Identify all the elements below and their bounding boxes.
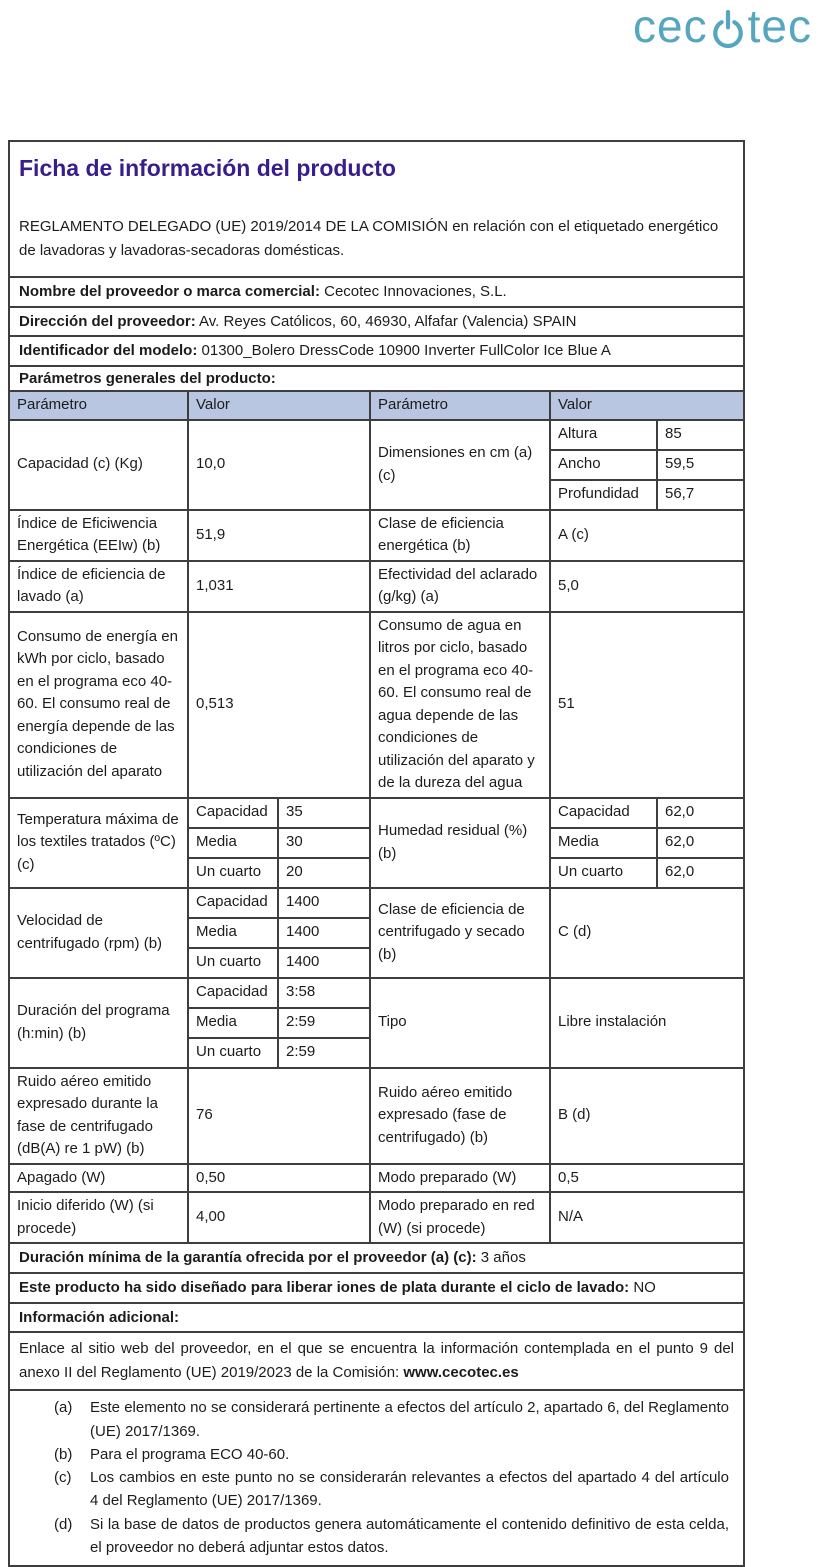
footnote-text: Este elemento no se considerará pertinente a efectos del artículo 2, apartado 6, del Reglamento (UE) 2017/1369. bbox=[90, 1399, 729, 1440]
table-row bbox=[10, 561, 743, 612]
footnotes-section bbox=[10, 1389, 743, 1565]
value-cell: N/A bbox=[550, 1192, 743, 1242]
sub-value-cell: 35 bbox=[278, 798, 370, 828]
footnote-item bbox=[10, 1466, 743, 1513]
param-cell: Capacidad (c) (Kg) bbox=[10, 420, 188, 510]
sub-label-cell: Media bbox=[188, 918, 278, 948]
warranty-row bbox=[10, 1242, 743, 1272]
sub-value-cell: 30 bbox=[278, 828, 370, 858]
value-cell: 0,513 bbox=[188, 612, 370, 798]
footnote-text: Si la base de datos de productos genera automáticamente el contenido definitivo de esta celda, el proveedor no deberá adjuntar estos datos. bbox=[90, 1515, 729, 1556]
silver-ions-row bbox=[10, 1272, 743, 1302]
supplier-address-label: Dirección del proveedor: bbox=[19, 312, 196, 330]
sub-value-cell: 20 bbox=[278, 858, 370, 888]
supplier-name-value: Cecotec Innovaciones, S.L. bbox=[319, 282, 507, 300]
footnote-key: (d) bbox=[54, 1515, 73, 1533]
sheet-title: Ficha de información del producto bbox=[19, 155, 396, 181]
value-cell: 5,0 bbox=[550, 561, 743, 612]
param-cell: Inicio diferido (W) (si procede) bbox=[10, 1192, 188, 1242]
parameters-table bbox=[10, 390, 743, 1242]
sub-value-cell: 1400 bbox=[278, 918, 370, 948]
table-row bbox=[10, 798, 743, 828]
sub-label-cell: Capacidad bbox=[188, 798, 278, 828]
sub-value-cell: 1400 bbox=[278, 948, 370, 978]
param-cell: Temperatura máxima de los textiles tratados (ºC) (c) bbox=[10, 798, 188, 888]
param-cell: Efectividad del aclarado (g/kg) (a) bbox=[370, 561, 550, 612]
footnote-key: (b) bbox=[54, 1445, 73, 1463]
table-row bbox=[10, 978, 743, 1008]
additional-info-label: Información adicional: bbox=[19, 1308, 180, 1326]
website-link[interactable]: www.cecotec.es bbox=[403, 1364, 519, 1382]
table-row bbox=[10, 420, 743, 450]
param-cell: Clase de eficiencia energética (b) bbox=[370, 510, 550, 561]
warranty-label: Duración mínima de la garantía ofrecida por el proveedor (a) (c): bbox=[19, 1249, 477, 1267]
column-header: Parámetro bbox=[370, 391, 550, 420]
footnote-key: (c) bbox=[54, 1469, 72, 1487]
value-cell: B (d) bbox=[550, 1068, 743, 1164]
brand-logo-text-end: tec bbox=[747, 0, 812, 52]
table-row bbox=[10, 1068, 743, 1164]
param-cell: Índice de Eficiwencia Energética (EEIw) (b) bbox=[10, 510, 188, 561]
model-id-row bbox=[10, 335, 743, 365]
regulation-text: REGLAMENTO DELEGADO (UE) 2019/2014 DE LA COMISIÓN en relación con el etiquetado energético de lavadoras y lavadoras-secadoras domésticas. bbox=[19, 218, 719, 259]
supplier-name-label: Nombre del proveedor o marca comercial: bbox=[19, 282, 320, 300]
sub-value-cell: 62,0 bbox=[657, 828, 743, 858]
column-header: Parámetro bbox=[10, 391, 188, 420]
general-parameters-heading: Parámetros generales del producto: bbox=[10, 365, 743, 390]
value-cell: 4,00 bbox=[188, 1192, 370, 1242]
param-cell: Apagado (W) bbox=[10, 1164, 188, 1193]
param-cell: Humedad residual (%) (b) bbox=[370, 798, 550, 888]
sub-label-cell: Un cuarto bbox=[188, 948, 278, 978]
additional-info-row bbox=[10, 1302, 743, 1332]
value-cell: 1,031 bbox=[188, 561, 370, 612]
param-cell: Duración del programa (h:min) (b) bbox=[10, 978, 188, 1068]
sub-value-cell: 85 bbox=[657, 420, 743, 450]
silver-ions-value: NO bbox=[629, 1278, 656, 1296]
sub-label-cell: Un cuarto bbox=[550, 858, 657, 888]
warranty-value: 3 años bbox=[476, 1249, 526, 1267]
sub-value-cell: 2:59 bbox=[278, 1038, 370, 1068]
sub-label-cell: Un cuarto bbox=[188, 858, 278, 888]
sub-label-cell: Capacidad bbox=[550, 798, 657, 828]
table-header-row bbox=[10, 391, 743, 420]
footnote-key: (a) bbox=[54, 1399, 73, 1417]
param-cell: Consumo de energía en kWh por ciclo, basado en el programa eco 40-60. El consumo real de energía depende de las condiciones de utilización del aparato bbox=[10, 612, 188, 798]
value-cell: 76 bbox=[188, 1068, 370, 1164]
sub-label-cell: Profundidad bbox=[550, 480, 657, 510]
supplier-address-row bbox=[10, 306, 743, 336]
value-cell: Libre instalación bbox=[550, 978, 743, 1068]
param-cell: Ruido aéreo emitido expresado (fase de centrifugado) (b) bbox=[370, 1068, 550, 1164]
sub-label-cell: Capacidad bbox=[188, 978, 278, 1008]
value-cell: 0,50 bbox=[188, 1164, 370, 1193]
footnote-item bbox=[10, 1396, 743, 1443]
model-id-value: 01300_Bolero DressCode 10900 Inverter FullColor Ice Blue A bbox=[197, 342, 611, 360]
table-row bbox=[10, 888, 743, 918]
model-id-label: Identificador del modelo: bbox=[19, 342, 198, 360]
brand-logo bbox=[633, 0, 812, 52]
param-cell: Clase de eficiencia de centrifugado y secado (b) bbox=[370, 888, 550, 978]
param-cell: Consumo de agua en litros por ciclo, basado en el programa eco 40-60. El consumo real de agua depende de las condiciones de utilización del aparato y de la dureza del agua bbox=[370, 612, 550, 798]
sub-value-cell: 62,0 bbox=[657, 798, 743, 828]
supplier-address-value: Av. Reyes Católicos, 60, 46930, Alfafar (Valencia) SPAIN bbox=[195, 312, 577, 330]
sub-label-cell: Media bbox=[188, 828, 278, 858]
footnote-text: Para el programa ECO 40-60. bbox=[90, 1445, 290, 1463]
value-cell: 51,9 bbox=[188, 510, 370, 561]
sub-value-cell: 2:59 bbox=[278, 1008, 370, 1038]
sub-value-cell: 59,5 bbox=[657, 450, 743, 480]
table-row bbox=[10, 510, 743, 561]
sub-label-cell: Media bbox=[188, 1008, 278, 1038]
param-cell: Índice de eficiencia de lavado (a) bbox=[10, 561, 188, 612]
value-cell: 51 bbox=[550, 612, 743, 798]
footnote-item bbox=[10, 1443, 743, 1466]
param-cell: Modo preparado (W) bbox=[370, 1164, 550, 1193]
supplier-name-row bbox=[10, 276, 743, 306]
sub-value-cell: 62,0 bbox=[657, 858, 743, 888]
title-section bbox=[10, 142, 743, 276]
website-link-text: Enlace al sitio web del proveedor, en el que se encuentra la información contemplada en el punto 9 del anexo II del Reglamento (UE) 2019/2023 de la Comisión: bbox=[19, 1340, 734, 1382]
column-header: Valor bbox=[188, 391, 370, 420]
sub-label-cell: Altura bbox=[550, 420, 657, 450]
value-cell: 10,0 bbox=[188, 420, 370, 510]
table-row bbox=[10, 1164, 743, 1193]
footnote-item bbox=[10, 1513, 743, 1560]
param-cell: Velocidad de centrifugado (rpm) (b) bbox=[10, 888, 188, 978]
sub-value-cell: 3:58 bbox=[278, 978, 370, 1008]
param-cell: Dimensiones en cm (a) (c) bbox=[370, 420, 550, 510]
sub-value-cell: 56,7 bbox=[657, 480, 743, 510]
supplier-website-row bbox=[10, 1331, 743, 1389]
sub-label-cell: Media bbox=[550, 828, 657, 858]
param-cell: Modo preparado en red (W) (si procede) bbox=[370, 1192, 550, 1242]
power-icon bbox=[711, 9, 745, 49]
silver-ions-label: Este producto ha sido diseñado para liberar iones de plata durante el ciclo de lavado: bbox=[19, 1278, 630, 1296]
value-cell: A (c) bbox=[550, 510, 743, 561]
value-cell: C (d) bbox=[550, 888, 743, 978]
sub-label-cell: Capacidad bbox=[188, 888, 278, 918]
sub-label-cell: Un cuarto bbox=[188, 1038, 278, 1068]
sub-label-cell: Ancho bbox=[550, 450, 657, 480]
table-row bbox=[10, 1192, 743, 1242]
sub-value-cell: 1400 bbox=[278, 888, 370, 918]
column-header: Valor bbox=[550, 391, 743, 420]
table-row bbox=[10, 612, 743, 798]
param-cell: Tipo bbox=[370, 978, 550, 1068]
footnote-text: Los cambios en este punto no se considerarán relevantes a efectos del apartado 4 del artículo 4 del Reglamento (UE) 2017/1369. bbox=[90, 1469, 729, 1510]
brand-logo-text-start: cec bbox=[633, 0, 708, 52]
value-cell: 0,5 bbox=[550, 1164, 743, 1193]
param-cell: Ruido aéreo emitido expresado durante la fase de centrifugado (dB(A) re 1 pW) (b) bbox=[10, 1068, 188, 1164]
fiche-document bbox=[8, 140, 745, 1567]
